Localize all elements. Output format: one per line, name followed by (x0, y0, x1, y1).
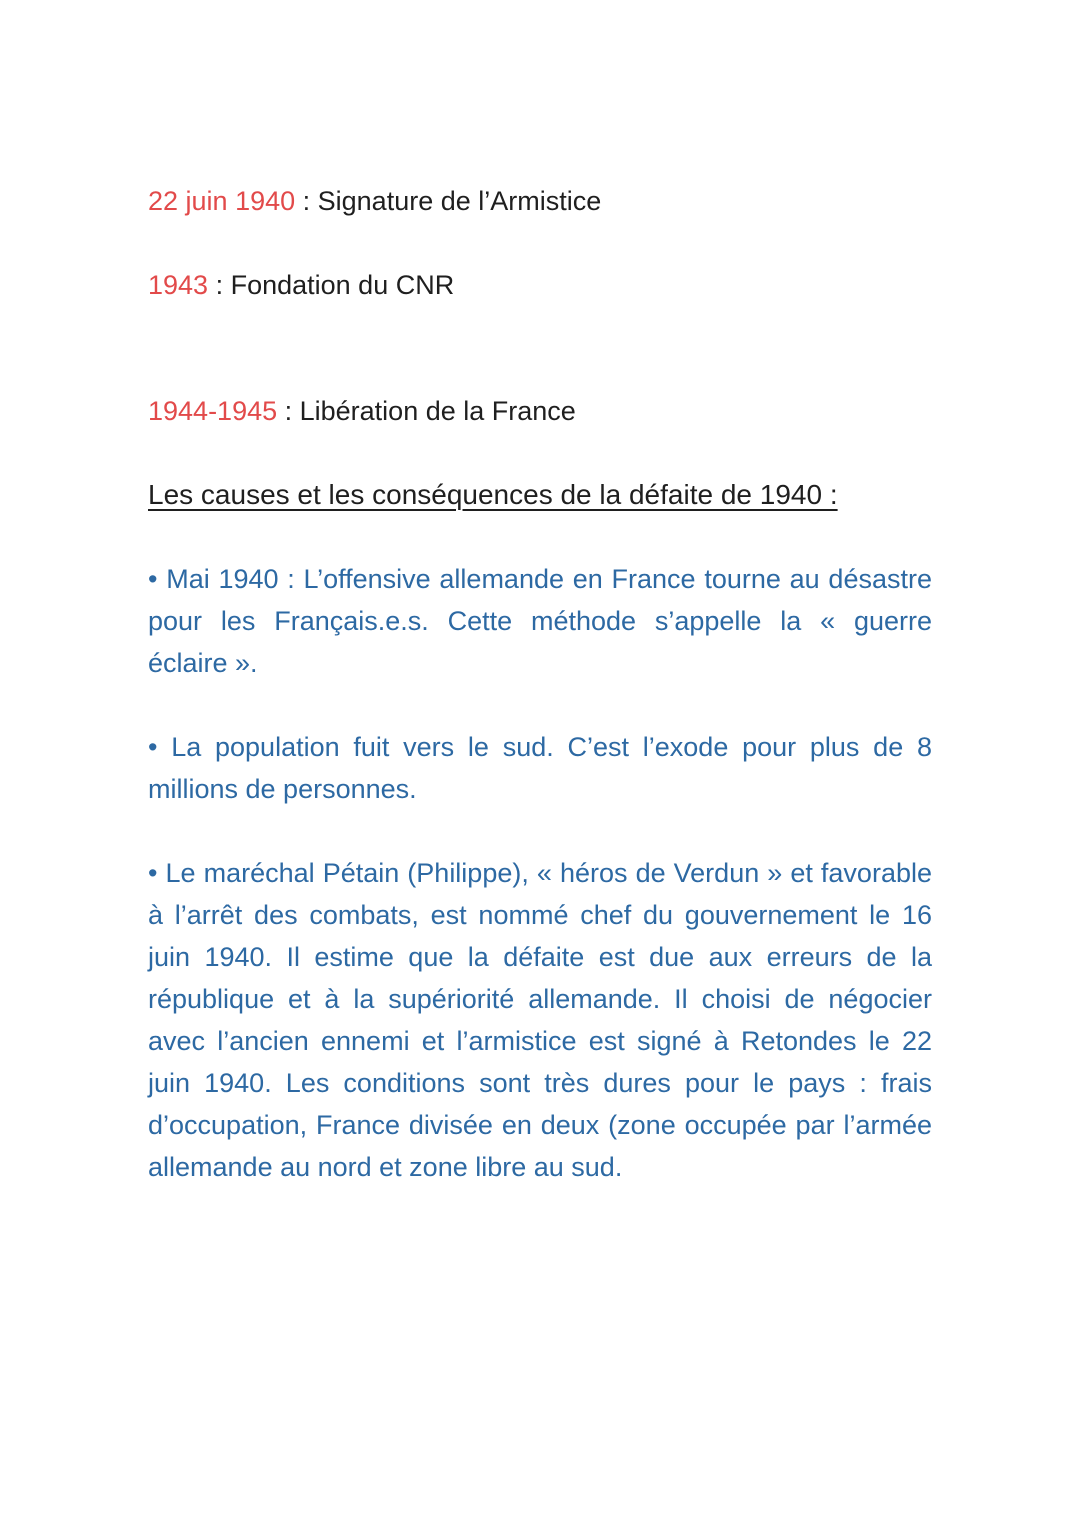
bullet-paragraph-petain: • Le maréchal Pétain (Philippe), « héros de Verdun » et favorable à l’arrêt des combats, est nommé chef du gouvernement le 16 juin 1940. Il estime que la défaite est due aux erreurs de la république et à la supériorité allemande. Il choisi de négocier avec l’ancien ennemi et l’armistice est signé à Retondes le 22 juin 1940. Les conditions sont très dures pour le pays : frais d’occupation, France divisée en deux (zone occupée par l’armée allemande au nord et zone libre au sud. (148, 858, 932, 1182)
timeline-label: : Fondation du CNR (208, 270, 455, 300)
timeline-label: : Libération de la France (277, 396, 576, 426)
bullet-paragraph-guerre-eclair: • Mai 1940 : L’offensive allemande en France tourne au désastre pour les Français.e.s. Cette méthode s’appelle la « guerre éclaire ». (148, 564, 932, 678)
timeline-entry-armistice (148, 180, 932, 222)
bullet-paragraph-exode: • La population fuit vers le sud. C’est l’exode pour plus de 8 millions de personnes. (148, 732, 932, 804)
timeline-date: 1943 (148, 270, 209, 300)
timeline-entry-liberation (148, 390, 932, 432)
timeline-entry-cnr (148, 264, 932, 306)
timeline-date: 22 juin 1940 (148, 186, 296, 216)
document-content (148, 0, 932, 1230)
section-heading: Les causes et les conséquences de la défaite de 1940 : (148, 479, 838, 510)
timeline-date: 1944-1945 (148, 396, 278, 426)
timeline-label: : Signature de l’Armistice (295, 186, 602, 216)
